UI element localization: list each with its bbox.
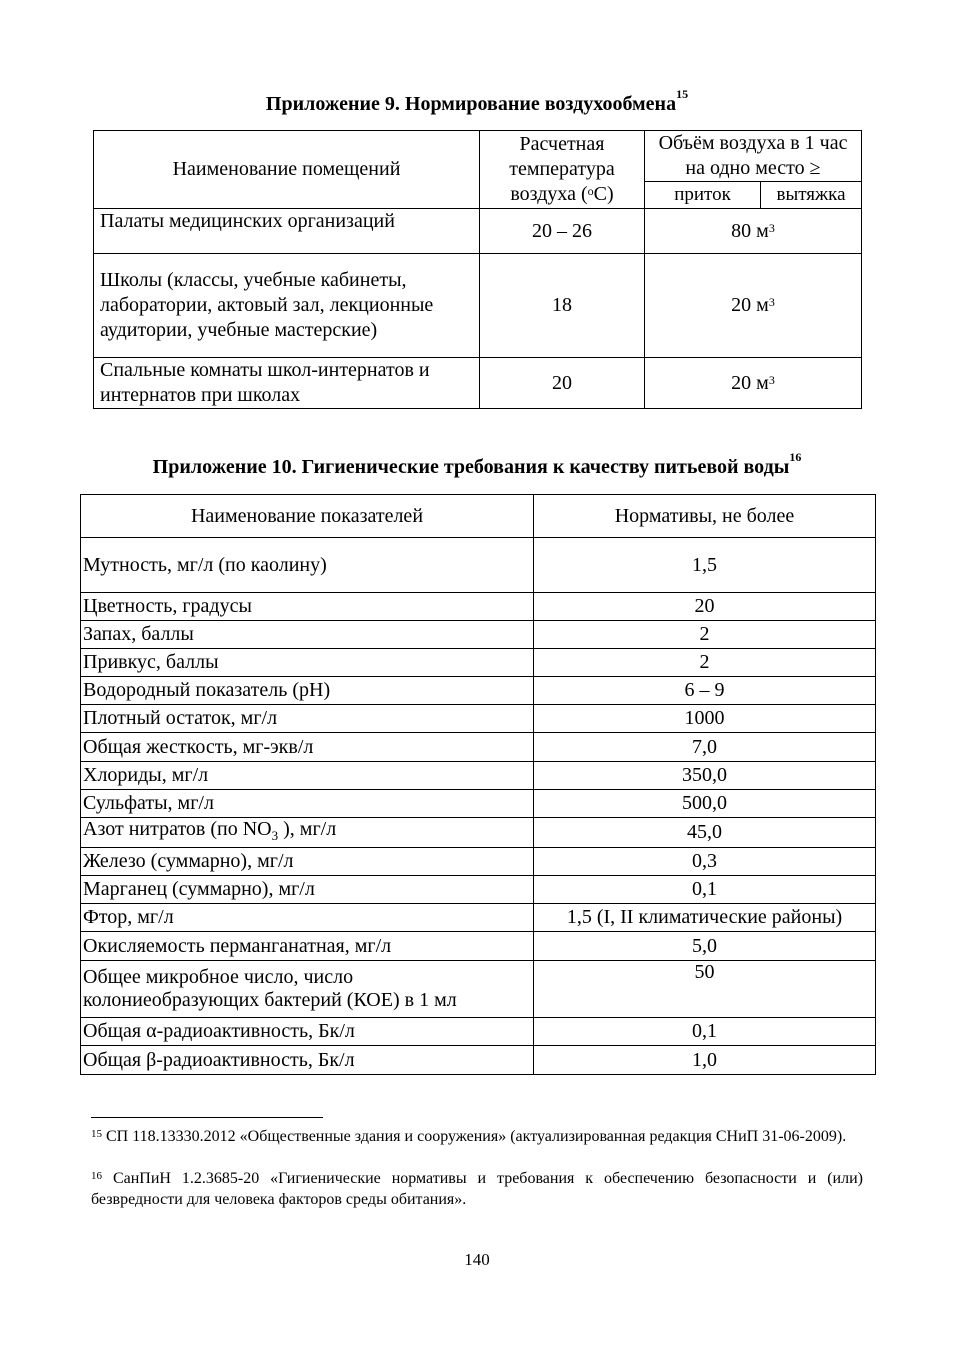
indicator-name: Окисляемость перманганатная, мг/л (81, 932, 534, 961)
indicator-value: 2 (534, 621, 876, 649)
table-row (94, 358, 862, 409)
header-room-name: Наименование помещений (94, 131, 480, 209)
indicator-value: 0,3 (534, 848, 876, 876)
indicator-name: Общая β-радиоактивность, Бк/л (81, 1046, 534, 1075)
header-air-volume: Объём воздуха в 1 час на одно место ≥ (645, 131, 862, 182)
indicator-name: Сульфаты, мг/л (81, 790, 534, 818)
table-row (94, 209, 862, 254)
room-name: Палаты медицинских организаций (94, 209, 480, 254)
header-indicator-name: Наименование показателей (81, 495, 534, 538)
room-air-volume: 20 $м^3$ (645, 254, 862, 358)
indicator-name: Плотный остаток, мг/л (81, 705, 534, 733)
indicator-name: Хлориды, мг/л (81, 762, 534, 790)
indicator-name: Азот нитратов (по $NO_3$ ), мг/л (81, 818, 534, 848)
table-row (81, 961, 876, 1018)
indicator-value: 1,5 (534, 538, 876, 593)
footnote-separator (91, 1117, 323, 1118)
indicator-value: 500,0 (534, 790, 876, 818)
footnote-ref-16[interactable]: 16 (789, 450, 802, 464)
header-inflow: приток (645, 182, 761, 209)
table-row (81, 932, 876, 961)
indicator-value: 1,5 (I, II климатические районы) (534, 904, 876, 932)
indicator-value: 5,0 (534, 932, 876, 961)
footnote-15: $^{15}$ СП 118.13330.2012 «Общественные здания и сооружения» (актуализированная редакция СНиП 31-06-2009). (91, 1128, 847, 1145)
water-quality-table (80, 494, 876, 1075)
indicator-value: 350,0 (534, 762, 876, 790)
table-row (81, 593, 876, 621)
indicator-name: Общее микробное число, число колониеобразующих бактерий (КОЕ) в 1 мл (81, 961, 534, 1018)
indicator-name: Привкус, баллы (81, 649, 534, 677)
room-air-volume: 80 $м^3$ (645, 209, 862, 254)
indicator-name: Водородный показатель (pH) (81, 677, 534, 705)
table-row (81, 790, 876, 818)
room-temperature: 20 (480, 358, 645, 409)
header-norm: Нормативы, не более (534, 495, 876, 538)
indicator-name: Фтор, мг/л (81, 904, 534, 932)
indicator-name: Железо (суммарно), мг/л (81, 848, 534, 876)
indicator-value: 6 – 9 (534, 677, 876, 705)
table-row (94, 254, 862, 358)
table-row (81, 762, 876, 790)
table-row (81, 649, 876, 677)
air-exchange-table (93, 130, 862, 409)
footnote-16: $^{16}$ СанПиН 1.2.3685-20 «Гигиенические нормативы и требования к обеспечению безопасности и (или) безвредности для человека факторов среды обитания». (91, 1170, 863, 1208)
table-row (81, 621, 876, 649)
room-air-volume: 20 $м^3$ (645, 358, 862, 409)
indicator-value: 7,0 (534, 733, 876, 762)
header-exhaust: вытяжка (761, 182, 862, 209)
indicator-value: 2 (534, 649, 876, 677)
table-row (81, 705, 876, 733)
table-row (81, 876, 876, 904)
indicator-value: 20 (534, 593, 876, 621)
indicator-name: Общая жесткость, мг-экв/л (81, 733, 534, 762)
indicator-value: 1,0 (534, 1046, 876, 1075)
indicator-value: 45,0 (534, 818, 876, 848)
indicator-name: Мутность, мг/л (по каолину) (81, 538, 534, 593)
indicator-name: Запах, баллы (81, 621, 534, 649)
room-temperature: 18 (480, 254, 645, 358)
appendix9-title: Приложение 9. Нормирование воздухообмена$^{15}$ (265, 87, 689, 115)
indicator-value: 50 (534, 961, 876, 1018)
indicator-name: Цветность, градусы (81, 593, 534, 621)
footnote-ref-15[interactable]: 15 (676, 87, 689, 101)
room-temperature: 20 – 26 (480, 209, 645, 254)
indicator-value: 1000 (534, 705, 876, 733)
table-row (81, 848, 876, 876)
header-temperature: Расчетная температура воздуха ($^о$С) (480, 131, 645, 209)
indicator-name: Марганец (суммарно), мг/л (81, 876, 534, 904)
table-row (81, 733, 876, 762)
table-row (81, 904, 876, 932)
table-row (81, 538, 876, 593)
table-row (81, 1046, 876, 1075)
table-row (81, 818, 876, 848)
indicator-value: 0,1 (534, 876, 876, 904)
page-number: 140 (464, 1250, 490, 1269)
table-row (81, 1018, 876, 1046)
room-name: Школы (классы, учебные кабинеты, лаборатории, актовый зал, лекционные аудитории, учебные мастерские) (94, 254, 480, 358)
indicator-value: 0,1 (534, 1018, 876, 1046)
table-row (81, 677, 876, 705)
appendix10-title: Приложение 10. Гигиенические требования к качеству питьевой воды$^{16}$ (152, 450, 802, 478)
room-name: Спальные комнаты школ-интернатов и интернатов при школах (94, 358, 480, 409)
indicator-name: Общая α-радиоактивность, Бк/л (81, 1018, 534, 1046)
